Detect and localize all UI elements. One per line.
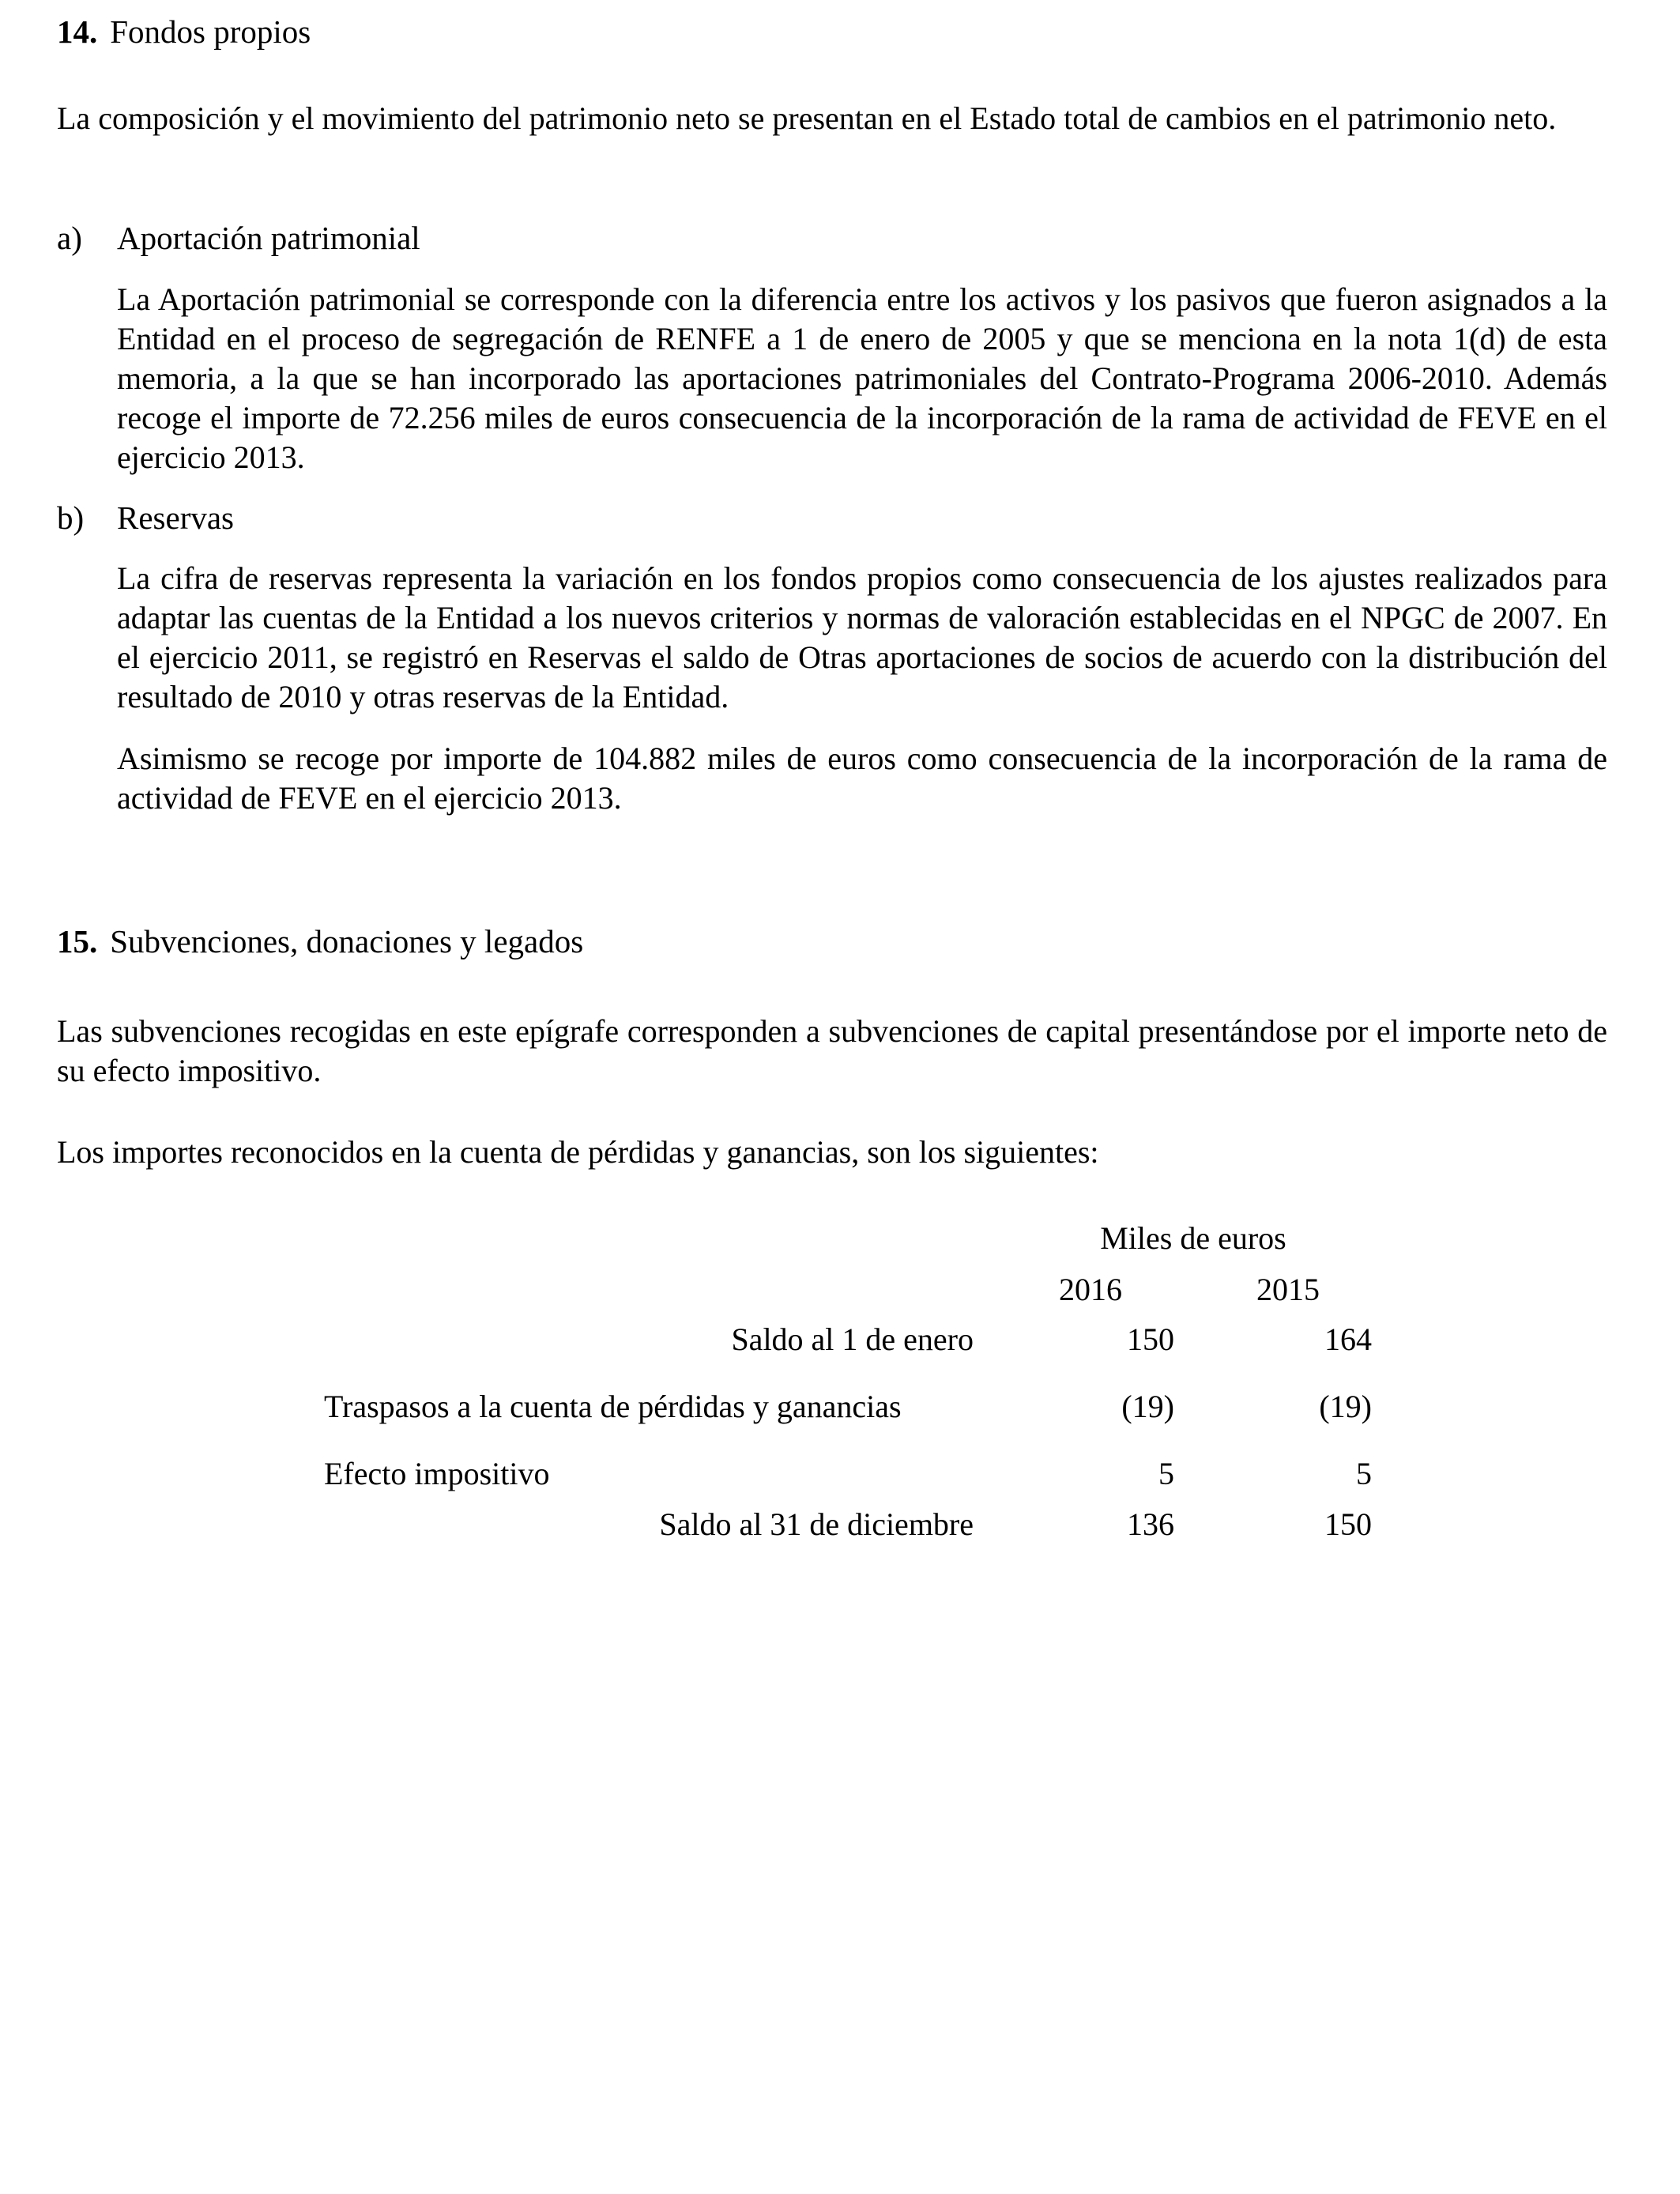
section-15-paragraph-1: Las subvenciones recogidas en este epígrafe corresponden a subvenciones de capital presentándose por el importe neto de su efecto impositivo.	[57, 1013, 1607, 1088]
section-14-heading	[57, 12, 311, 51]
table-year-2016: 2016	[1059, 1272, 1122, 1307]
section-15-number: 15.	[57, 923, 98, 959]
item-a-title: Aportación patrimonial	[117, 220, 420, 256]
section-14-number: 14.	[57, 13, 98, 50]
table-cell-2016: 5	[1158, 1456, 1174, 1491]
table-row-label: Traspasos a la cuenta de pérdidas y ganancias	[324, 1389, 902, 1424]
table-cell-2015: 5	[1356, 1456, 1372, 1491]
table-cell-2015: 150	[1324, 1506, 1372, 1542]
table-year-2015: 2015	[1256, 1272, 1320, 1307]
table-cell-2015: 164	[1324, 1321, 1372, 1357]
table-cell-2016: (19)	[1121, 1389, 1174, 1424]
item-b-paragraph-1: La cifra de reservas representa la variación en los fondos propios como consecuencia de los ajustes realizados para adaptar las cuentas de la Entidad a los nuevos criterios y normas de valoración establecidas en el NPGC de 2007. En el ejercicio 2011, se registró en Reservas el saldo de Otras aportaciones de socios de acuerdo con la distribución del resultado de 2010 y otras reservas de la Entidad.	[117, 560, 1607, 714]
table-unit-header: Miles de euros	[1100, 1220, 1286, 1256]
table-cell-2015: (19)	[1319, 1389, 1372, 1424]
item-a-letter: a)	[57, 220, 82, 256]
item-b-label	[57, 498, 234, 537]
section-15-paragraph-2: Los importes reconocidos en la cuenta de pérdidas y ganancias, son los siguientes:	[57, 1134, 1099, 1170]
section-15-title: Subvenciones, donaciones y legados	[110, 923, 584, 959]
table-row-label: Efecto impositivo	[324, 1456, 550, 1491]
section-15-heading	[57, 922, 583, 961]
item-a-label	[57, 218, 420, 258]
section-14-title: Fondos propios	[110, 13, 311, 50]
item-b-paragraph-2: Asimismo se recoge por importe de 104.882 miles de euros como consecuencia de la incorporación de la rama de actividad de FEVE en el ejercicio 2013.	[117, 741, 1607, 816]
item-b-letter: b)	[57, 499, 85, 536]
table-cell-2016: 136	[1127, 1506, 1174, 1542]
item-a-paragraph: La Aportación patrimonial se corresponde con la diferencia entre los activos y los pasivos que fueron asignados a la Entidad en el proceso de segregación de RENFE a 1 de enero de 2005 y que se menciona en la nota 1(d) de esta memoria, a la que se han incorporado las aportaciones patrimoniales del Contrato-Programa 2006-2010. Además recoge el importe de 72.256 miles de euros consecuencia de la incorporación de la rama de actividad de FEVE en el ejercicio 2013.	[117, 281, 1607, 475]
item-b-title: Reservas	[117, 499, 235, 536]
table-row-label: Saldo al 1 de enero	[731, 1321, 974, 1357]
section-14-intro: La composición y el movimiento del patrimonio neto se presentan en el Estado total de cambios en el patrimonio neto.	[57, 100, 1557, 136]
table-row-label: Saldo al 31 de diciembre	[659, 1506, 974, 1542]
table-cell-2016: 150	[1127, 1321, 1174, 1357]
